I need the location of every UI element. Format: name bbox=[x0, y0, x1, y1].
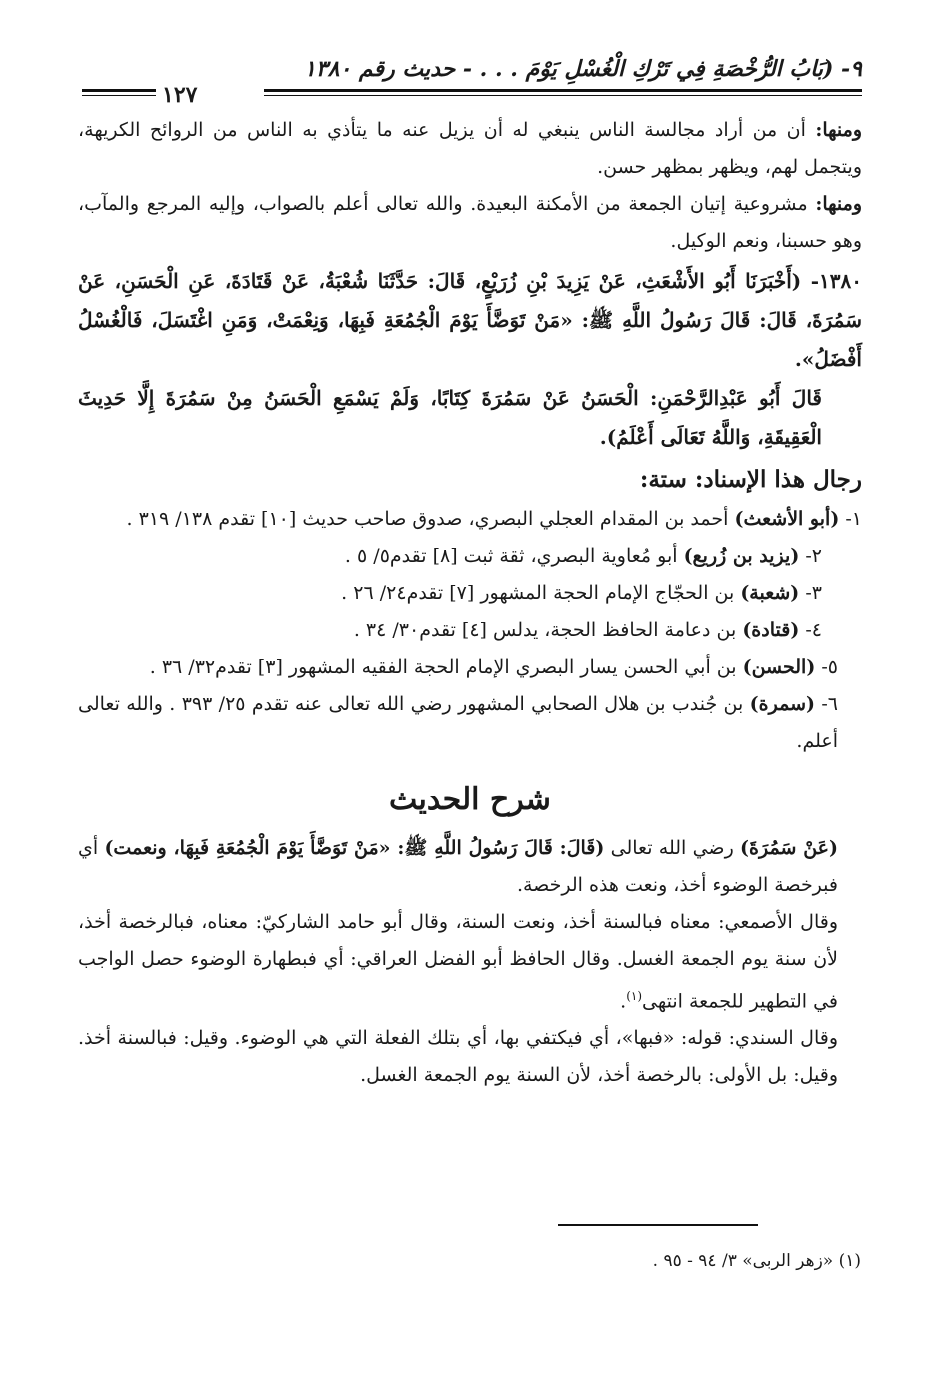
paragraph-benefit-1 bbox=[78, 112, 862, 186]
sharh-quote: (قَالَ: قَالَ رَسُولُ اللَّهِ ﷺ: «مَنْ تَوَضَّأَ يَوْمَ الْجُمُعَةِ فَبِهَا، ونعمت) bbox=[104, 837, 605, 859]
chapter-title: ٩- (بَابُ الرُّخْصَةِ فِي تَرْكِ الْغُسْلِ يَوْمَ . . . - حديث رقم ١٣٨٠ bbox=[303, 56, 862, 82]
narrator-name: (قتادة) bbox=[742, 619, 800, 641]
sharh-text: وقال الأصمعي: معناه فبالسنة أخذ، ونعت السنة، وقال أبو حامد الشاركيّ: معناه، فبالرخصة أخذ، لأن سنة يوم الجمعة الغسل. وقال الحافظ أبو الفضل العراقي: أي فبطهارة الوضوء حصل الواجب في التطهير للجمعة انتهى bbox=[78, 911, 838, 1013]
narrators-list bbox=[78, 501, 862, 760]
narrator-name: (أبو الأشعث) bbox=[734, 508, 840, 530]
narrator-number: ٢- bbox=[799, 545, 822, 567]
narrator-text: بن الحجّاج الإمام الحجة المشهور [٧] تقدم٢٤/ ٢٦ . bbox=[341, 582, 741, 604]
narrator-text: بن دعامة الحافظ الحجة، يدلس [٤] تقدم٣٠/ ٣٤ . bbox=[353, 619, 743, 641]
book-page bbox=[78, 44, 862, 1094]
page-number-rule-thin bbox=[82, 95, 156, 96]
sharh-text: أي فبرخصة الوضوء أخذ، ونعت هذه الرخصة. bbox=[78, 837, 838, 896]
narrators-heading: رجال هذا الإسناد: ستة: bbox=[639, 466, 862, 493]
sharh-paragraph-3 bbox=[78, 1020, 862, 1094]
narrator-item bbox=[78, 649, 862, 686]
sharh-paragraph-2 bbox=[78, 904, 862, 1020]
narrator-text: بن جُندب بن هلال الصحابي المشهور رضي الله تعالى عنه تقدم ٢٥/ ٣٩٣ . والله تعالى أعلم. bbox=[78, 693, 838, 752]
header-rule-thin bbox=[264, 95, 862, 96]
sharh-text: . bbox=[620, 990, 627, 1013]
narrator-text: بن أبي الحسن يسار البصري الإمام الحجة الفقيه المشهور [٣] تقدم٣٢/ ٣٦ . bbox=[149, 656, 743, 678]
paragraph-lead: ومنها: bbox=[815, 119, 862, 141]
narrator-number: ٥- bbox=[815, 656, 838, 678]
narrator-number: ٣- bbox=[799, 582, 822, 604]
narrator-number: ٦- bbox=[815, 693, 838, 715]
footnote bbox=[78, 1246, 861, 1276]
narrator-number: ١- bbox=[839, 508, 862, 530]
narrator-number: ٤- bbox=[799, 619, 822, 641]
paragraph-text: مشروعية إتيان الجمعة من الأمكنة البعيدة. والله تعالى أعلم بالصواب، وإليه المرجع والمآب، وهو حسبنا، ونعم الوكيل. bbox=[78, 193, 862, 252]
hadith-comment: قَالَ أَبُو عَبْدِالرَّحْمَنِ: الْحَسَنُ عَنْ سَمُرَةَ كِتَابًا، وَلَمْ يَسْمَعِ الْحَسَنُ مِنْ سَمُرَةَ إِلَّا حَدِيثَ الْعَقِيقَةِ، وَاللَّهُ تَعَالَى أَعْلَمُ). bbox=[78, 386, 822, 449]
narrator-item bbox=[78, 575, 862, 612]
paragraph-text: أن من أراد مجالسة الناس ينبغي له أن يزيل عنه ما يتأذي به الناس من الروائح الكريهة، ويتجمل لهم، ويظهر بمظهر حسن. bbox=[78, 119, 862, 178]
sharh-paragraph-1 bbox=[78, 830, 862, 904]
narrator-name: (الحسن) bbox=[742, 656, 816, 678]
sharh-text: وقال السندي: قوله: «فبها»، أي فيكتفي بها، أي بتلك الفعلة التي هي الوضوء. وقيل: فبالسنة أخذ. وقيل: بل الأولى: بالرخصة أخذ، لأن السنة يوم الجمعة الغسل. bbox=[78, 1027, 838, 1087]
paragraph-benefit-2 bbox=[78, 186, 862, 260]
page-number: ١٢٧ bbox=[162, 82, 198, 108]
narrator-item bbox=[78, 686, 862, 760]
page-number-rule bbox=[82, 89, 156, 92]
narrator-item bbox=[78, 612, 862, 649]
sharh-text: رضي الله تعالى bbox=[604, 837, 741, 859]
running-header bbox=[78, 44, 862, 108]
sharh-heading: شرح الحديث bbox=[389, 782, 551, 817]
narrator-text: أحمد بن المقدام العجلي البصري، صدوق صاحب حديث [١٠] تقدم ١٣٨/ ٣١٩ . bbox=[126, 508, 735, 530]
footnote-text: (١) «زهر الربى» ٣/ ٩٤ - ٩٥ . bbox=[652, 1251, 861, 1271]
footnote-marker: (١) bbox=[626, 989, 643, 1003]
sharh-quote: (عَنْ سَمُرَةَ) bbox=[740, 837, 839, 859]
narrator-text: أبو مُعاوية البصري، ثقة ثبت [٨] تقدم٥/ ٥ . bbox=[344, 545, 684, 567]
header-rule bbox=[264, 89, 862, 92]
paragraph-lead: ومنها: bbox=[815, 193, 862, 215]
narrator-name: (يزيد بن زُريع) bbox=[683, 545, 800, 567]
narrator-item bbox=[78, 501, 862, 538]
narrator-name: (شعبة) bbox=[740, 582, 800, 604]
hadith-text: ١٣٨٠- (أَخْبَرَنَا أَبُو الأَشْعَثِ، عَنْ يَزِيدَ بْنِ زُرَيْعٍ، قَالَ: حَدَّثَنَا شُعْبَةُ، عَنْ قَتَادَةَ، عَنِ الْحَسَنِ، عَنْ سَمُرَةَ، قَالَ: قَالَ رَسُولُ اللَّهِ ﷺ: «مَنْ تَوَضَّأَ يَوْمَ الْجُمُعَةِ فَبِهَا، وَنِعْمَتْ، وَمَنِ اغْتَسَلَ، فَالْغُسْلُ أَفْضَلُ». bbox=[78, 269, 862, 371]
narrator-name: (سمرة) bbox=[749, 693, 815, 715]
narrator-item bbox=[78, 538, 862, 575]
footnote-rule bbox=[558, 1224, 758, 1226]
